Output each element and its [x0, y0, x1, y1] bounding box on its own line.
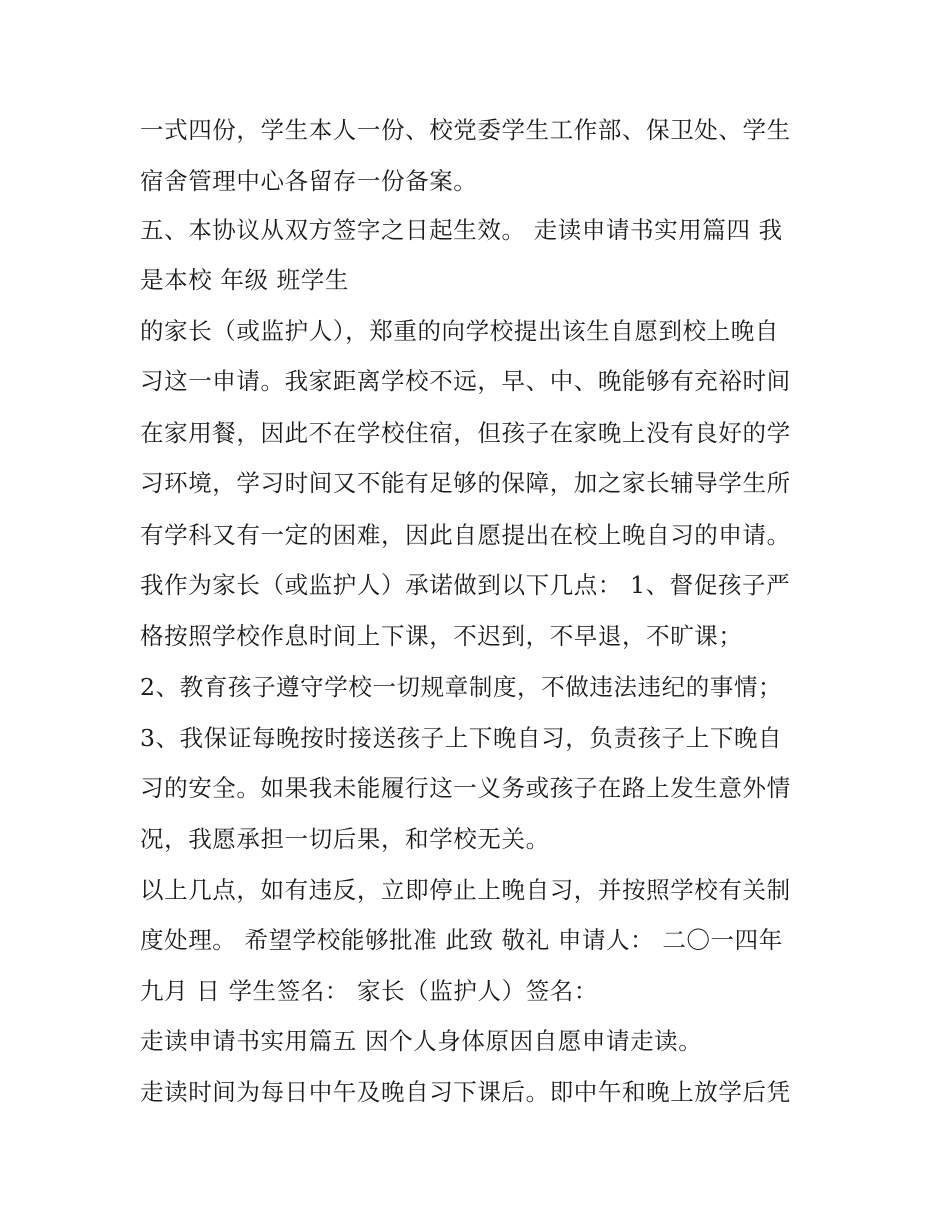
text-line: 的家长（或监护人），郑重的向学校提出该生自愿到校上晚自 [140, 317, 779, 345]
text-line: 况，我愿承担一切后果，和学校无关。 [140, 825, 550, 853]
text-line: 2、教育孩子遵守学校一切规章制度，不做违法违纪的事情； [140, 673, 783, 701]
text-line: 走读时间为每日中午及晚自习下课后。即中午和晚上放学后凭 [140, 1078, 791, 1106]
text-line: 宿舍管理中心各留存一份备案。 [140, 167, 478, 195]
text-line: 一式四份，学生本人一份、校党委学生工作部、保卫处、学生 [140, 116, 791, 144]
text-line: 五、本协议从双方签字之日起生效。 走读申请书实用篇四 我 [140, 216, 783, 244]
text-line: 九月 日 学生签名： 家长（监护人）签名： [140, 977, 599, 1005]
text-line: 在家用餐，因此不在学校住宿，但孩子在家晚上没有良好的学 [140, 419, 791, 447]
text-line: 习的安全。如果我未能履行这一义务或孩子在路上发生意外情 [140, 774, 791, 802]
text-line: 习这一申请。我家距离学校不远，早、中、晚能够有充裕时间 [140, 367, 791, 395]
text-line: 走读申请书实用篇五 因个人身体原因自愿申请走读。 [140, 1027, 703, 1055]
text-line: 以上几点，如有违反，立即停止上晚自习，并按照学校有关制 [140, 876, 791, 904]
text-line: 是本校 年级 班学生 [140, 266, 349, 294]
text-line: 我作为家长（或监护人）承诺做到以下几点： 1、督促孩子严 [140, 571, 791, 599]
text-line: 有学科又有一定的困难，因此自愿提出在校上晚自习的申请。 [140, 521, 791, 549]
text-line: 3、我保证每晚按时接送孩子上下晚自习，负责孩子上下晚自 [140, 724, 783, 752]
text-line: 格按照学校作息时间上下课，不迟到，不早退，不旷课； [140, 622, 743, 650]
text-line: 习环境，学习时间又不能有足够的保障，加之家长辅导学生所 [140, 469, 791, 497]
text-line: 度处理。 希望学校能够批准 此致 敬礼 申请人： 二〇一四年 [140, 926, 783, 954]
